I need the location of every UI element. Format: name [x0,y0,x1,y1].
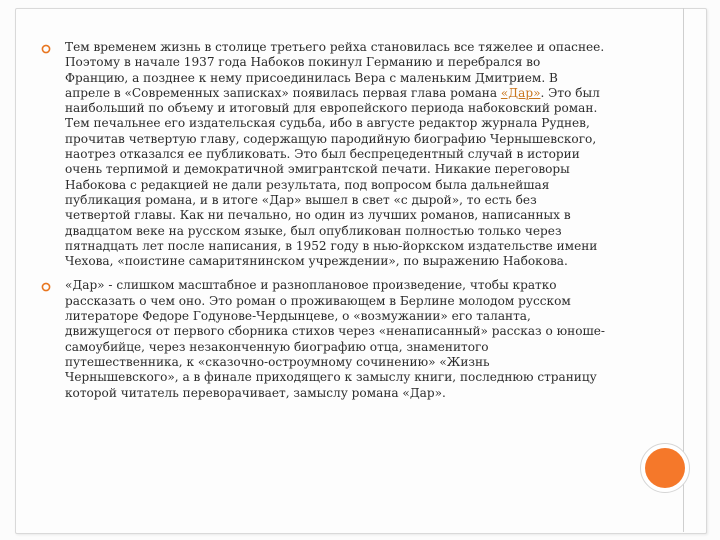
paragraph-1 [65,40,606,269]
circle-ring-icon [40,281,52,293]
circle-ring-icon [40,43,52,55]
dar-link[interactable]: «Дар» [500,85,541,100]
paragraph-1-text-start: Тем временем жизнь в столице третьего рейха становилась все тяжелее и опаснее. Поэтому в начале 1937 года Набоков покинул Германию и перебрался во Францию, а позднее к нему присоединилась Вера с маленьким Дмитрием. В апреле в «Современных записках» появилась первая глава романа [65,40,605,100]
decorative-orange-circle [645,448,685,488]
bullet-item-2 [40,278,606,400]
paragraph-1-text-end: . Это был наибольший по объему и итоговый для европейского периода набоковский роман. Тем печальнее его издательская судьба, ибо в августе редактор журнала Руднев, прочитав четвертую главу, содержащую пародийную биографию Чернышевского, наотрез отказался ее публиковать. Это был беспрецедентный случай в истории очень терпимой и демократичной эмигрантской печати. Никакие переговоры Набокова с редакцией не дали результата, под вопросом была дальнейшая публикация романа, и в итоге «Дар» вышел в свет «с дырой», то есть без четвертой главы. Как ни печально, но один из лучших романов, написанных в двадцатом веке на русском языке, был опубликован полностью только через пятнадцать лет после написания, в 1952 году в нью-йоркском издательстве имени Чехова, «поистине самаритянинском учреждении», по выражению Набокова. [65,85,600,269]
bullet-item-1 [40,40,606,269]
paragraph-2: «Дар» - слишком масштабное и разноплановое произведение, чтобы кратко рассказать о чем оно. Это роман о проживающем в Берлине молодом русском литераторе Федоре Годунове-Чердынцеве, о «возмужании» его таланта, движущегося от первого сборника стихов через «ненаписанный» рассказ о юноше-самоубийце, через незаконченную биографию отца, знаменитого путешественника, к «сказочно-остроумному сочинению» «Жизнь Чернышевского», а в финале приходящего к замыслу книги, последнюю страницу которой читатель переворачивает, замыслу романа «Дар». [65,278,605,400]
slide-body [40,40,606,410]
